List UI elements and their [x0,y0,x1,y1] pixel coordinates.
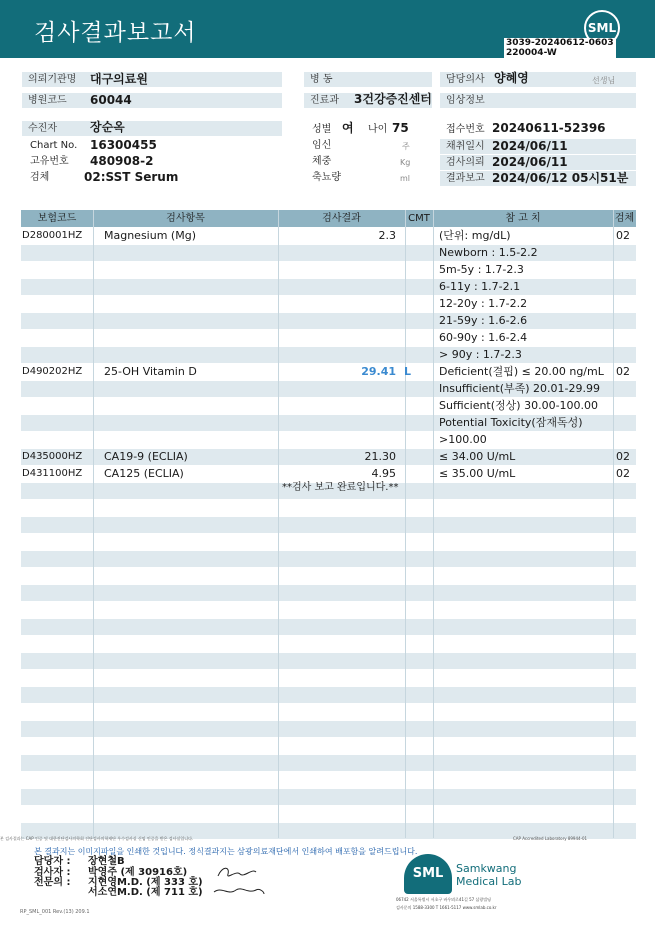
th-result: 검사결과 [322,213,361,224]
row-stripe [21,789,636,805]
hospital-value: 대구의료원 [90,72,148,86]
sex-label: 성별 [312,124,332,135]
row-test-item: CA125 (ECLIA) [104,467,184,480]
column-divider [433,210,434,838]
report-title: 검사결과보고서 [34,20,197,46]
form-id: RP_SML_001 Rev.(13) 209.1 [20,909,90,915]
report-number-line2: 220004-W [506,48,557,58]
row-reference: Sufficient(정상) 30.00-100.00 [439,399,599,412]
row-flag: L [404,365,412,378]
header-logo-text: SML [587,21,617,35]
row-result: 21.30 [364,450,396,463]
cap-accreditation: CAP Accredited Laboratory 89944-01 [513,836,588,841]
sig-label-3: 전문의 : [34,877,71,888]
column-divider [278,210,279,838]
collect-label: 채취일시 [440,139,636,154]
age-label: 나이 [368,124,388,135]
row-stripe [21,279,636,295]
specimen-value: 02:SST Serum [84,170,179,184]
printout-warning: 본 결과지는 이미지파일을 인쇄한 것입니다. 정식결과지는 삼광의료재단에서 인쇄하여 배포함을 알려드립니다. [34,847,418,856]
handwritten-signature [212,862,266,898]
row-stripe [21,721,636,737]
report-time-label: 결과보고 [440,171,636,186]
row-reference: ≤ 35.00 U/mL [439,467,516,480]
chart-value: 16300455 [90,138,157,152]
report-number [504,38,616,58]
id-value: 480908-2 [90,154,154,168]
fine-print: 본 검사결과는 CAP 인증 및 대한진단검사의학회 진단검사의학재단 우수검사실 신임 인증을 받은 검사실입니다. [0,836,194,841]
column-divider [613,210,614,838]
row-specimen: 02 [616,365,630,378]
sig-value-1: 장현철B [88,856,125,867]
row-stripe [21,585,636,601]
dept-value: 3건강증진센터 [354,92,432,106]
patient-label: 수진자 [22,121,282,136]
row-insurance-code: D490202HZ [22,366,83,377]
hospital-label: 의뢰기관명 [22,72,282,87]
urine-label: 축뇨량 [312,172,341,183]
sig-value-2: 박영주 (제 30916호) [88,867,188,878]
sig-value-3: 지현영M.D. (제 333 호) [88,877,203,888]
doctor-suffix: 선생님 [592,76,616,85]
lab-name [456,862,522,888]
chart-label: Chart No. [30,140,78,151]
row-insurance-code: D435000HZ [22,451,83,462]
row-stripe [21,313,636,329]
sig-value-4: 서소연M.D. (제 711 호) [88,887,203,898]
row-test-item: 25-OH Vitamin D [104,365,197,378]
row-stripe [21,687,636,703]
row-specimen: 02 [616,229,630,242]
column-divider [405,210,406,838]
doctor-value: 양혜영 [494,71,529,85]
row-stripe [21,551,636,567]
patient-value: 장순옥 [90,120,125,134]
doctor-label: 담당의사 [440,72,636,87]
sig-label-2: 검사자 : [34,867,71,878]
row-specimen: 02 [616,450,630,463]
row-stripe [21,517,636,533]
sml-logo-text: SML [412,866,444,881]
sig-label-1: 담당자 : [34,856,71,867]
receipt-label: 접수번호 [446,124,485,135]
report-number-line1: 3039-20240612-0603 [506,38,614,48]
row-insurance-code: D280001HZ [22,230,83,241]
complete-message: **검사 보고 완료입니다.** [282,482,399,493]
row-test-item: Magnesium (Mg) [104,229,196,242]
dept-label: 진료과 [304,93,432,108]
row-reference: 5m-5y : 1.7-2.3 [439,263,524,276]
age-value: 75 [392,121,409,135]
row-reference: 12-20y : 1.7-2.2 [439,297,528,310]
row-reference: ≤ 34.00 U/mL [439,450,516,463]
row-stripe [21,619,636,635]
ward-label: 병 동 [304,72,432,87]
row-reference: >100.00 [439,433,487,446]
th-specimen: 검체 [614,213,635,224]
row-stripe [21,755,636,771]
hospital-code-value: 60044 [90,93,132,107]
lab-phone: 검사문의 1588-3300 T 1661-5117 www.smlab.co.kr [396,905,497,910]
row-reference: Deficient(결핍) ≤ 20.00 ng/mL [439,365,604,378]
clinical-label: 임상정보 [440,93,636,108]
th-item: 검사항목 [166,213,205,224]
row-reference: (단위: mg/dL) [439,229,511,242]
receipt-value: 20240611-52396 [492,121,606,135]
row-result: 2.3 [378,229,396,242]
request-label: 검사의뢰 [440,155,636,170]
lab-address: 06742 서울특별시 서초구 바우뫼로41길 57 삼광빌딩 [396,897,491,902]
lab-name-line2: Medical Lab [456,875,522,888]
row-reference: Potential Toxicity(잠재독성) [439,416,583,429]
weight-unit: Kg [400,158,411,167]
row-reference: 6-11y : 1.7-2.1 [439,280,521,293]
specimen-label: 검체 [30,172,50,183]
column-divider [93,210,94,838]
th-code: 보험코드 [37,213,77,224]
row-reference: > 90y : 1.7-2.3 [439,348,522,361]
hospital-code-label: 병원코드 [22,93,282,108]
lab-name-line1: Samkwang [456,862,517,875]
row-stripe [21,347,636,363]
report-time-value: 2024/06/12 05시51분 [492,171,629,185]
row-specimen: 02 [616,467,630,480]
row-stripe [21,245,636,261]
request-value: 2024/06/11 [492,155,568,169]
th-reference: 참 고 치 [505,213,541,224]
row-result: 4.95 [371,467,396,480]
weight-label: 체중 [312,156,332,167]
row-reference: 21-59y : 1.6-2.6 [439,314,528,327]
pregnancy-unit: 주 [402,142,410,151]
table-header [21,210,636,227]
sex-value: 여 [342,121,354,135]
id-label: 고유번호 [30,156,69,167]
row-reference: 60-90y : 1.6-2.4 [439,331,528,344]
collect-value: 2024/06/11 [492,139,568,153]
row-stripe [21,653,636,669]
pregnancy-label: 임신 [312,140,332,151]
urine-unit: ml [400,174,411,183]
th-cmt: CMT [408,213,430,224]
row-insurance-code: D431100HZ [22,468,83,479]
row-reference: Newborn : 1.5-2.2 [439,246,538,259]
row-test-item: CA19-9 (ECLIA) [104,450,188,463]
row-reference: Insufficient(부족) 20.01-29.99 [439,382,600,395]
row-result: 29.41 [361,365,396,378]
